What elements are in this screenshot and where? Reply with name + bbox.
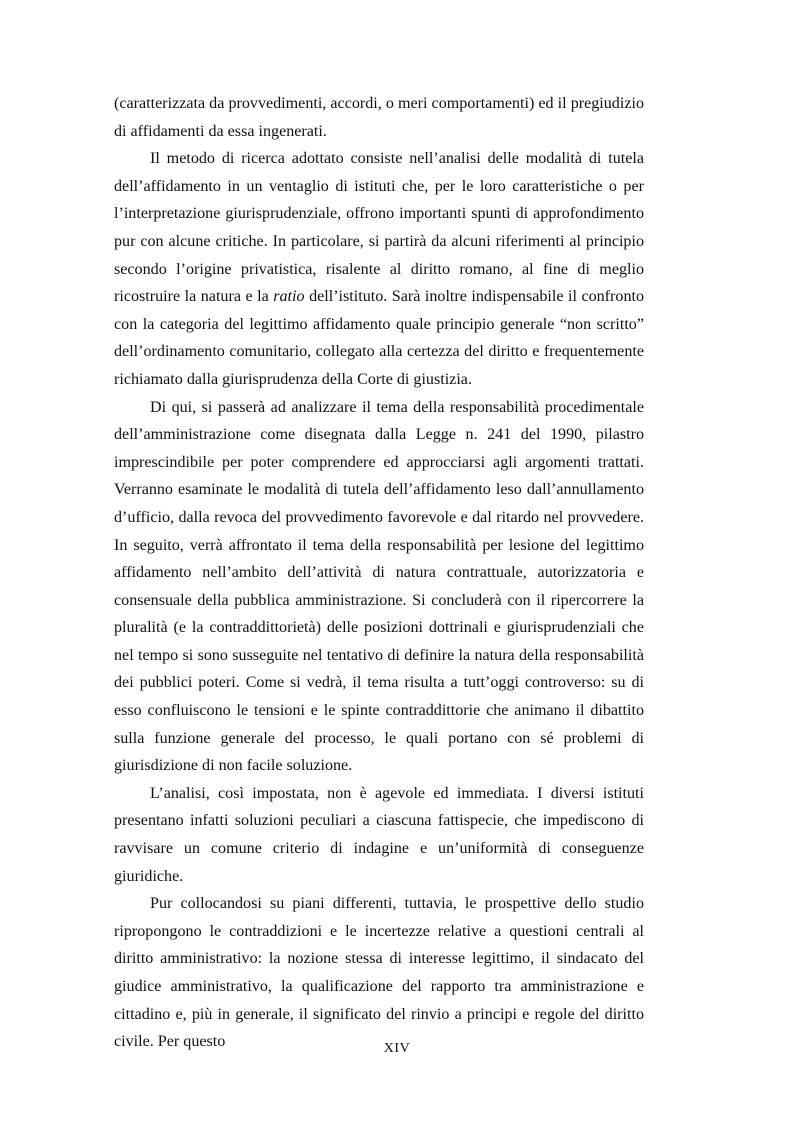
page-number: XIV: [383, 1041, 411, 1056]
paragraph-text: L’analisi, così impostata, non è agevole ed immediata. I diversi istituti presentano infatti soluzioni peculiari a ciascuna fattispecie, che impediscono di ravvisare un comune criterio di indagine e un’uniformità di conseguenze giuridiche.: [114, 784, 644, 885]
paragraph-procedural-responsibility: [114, 394, 644, 780]
paragraph-analysis: [114, 780, 644, 890]
paragraph-continuation: [114, 90, 644, 145]
paragraph-research-method: [114, 145, 644, 393]
paragraph-text: Pur collocandosi su piani differenti, tuttavia, le prospettive dello studio ripropongono le contraddizioni e le incertezze relative a questioni centrali al diritto amministrativo: la nozione stessa di interesse legittimo, il sindacato del giudice amministrativo, la qualificazione del rapporto tra amministrazione e cittadino e, più in generale, il significato del rinvio a principi e regole del diritto civile. Per questo: [114, 895, 644, 1051]
paragraph-text: (caratterizzata da provvedimenti, accordi, o meri comportamenti) ed il pregiudizio di affidamenti da essa ingenerati.: [114, 95, 644, 140]
italic-term-ratio: ratio: [273, 288, 305, 306]
paragraph-text: Di qui, si passerà ad analizzare il tema della responsabilità procedimentale dell’amministrazione come disegnata dalla Legge n. 241 del 1990, pilastro imprescindibile per poter comprendere ed approcciarsi agli argomenti trattati. Verranno esaminate le modalità di tutela dell’affidamento leso dall’annullamento d’ufficio, dalla revoca del provvedimento favorevole e dal ritardo nel provvedere. In seguito, verrà affrontato il tema della responsabilità per lesione del legittimo affidamento nell’ambito dell’attività di natura contrattuale, autorizzatoria e consensuale della pubblica amministrazione. Si concluderà con il ripercorrere la pluralità (e la contraddittorietà) delle posizioni dottrinali e giurisprudenziali che nel tempo si sono susseguite nel tentativo di definire la natura della responsabilità dei pubblici poteri. Come si vedrà, il tema risulta a tutt’oggi controverso: su di esso confluiscono le tensioni e le spinte contraddittorie che animano il dibattito sulla funzione generale del processo, le quali portano con sé problemi di giurisdizione di non facile soluzione.: [114, 398, 644, 775]
paragraph-text: dell’istituto. Sarà inoltre indispensabile il confronto con la categoria del legittimo affidamento quale principio generale “non scritto” dell’ordinamento comunitario, collegato alla certezza del diritto e frequentemente richiamato dalla giurisprudenza della Corte di giustizia.: [114, 288, 645, 388]
paragraph-perspectives: [114, 890, 644, 1056]
page-body: [114, 90, 644, 1056]
paragraph-text: Il metodo di ricerca adottato consiste nell’analisi delle modalità di tutela dell’affidamento in un ventaglio di istituti che, per le loro caratteristiche o per l’interpretazione giurisprudenziale, offrono importanti spunti di approfondimento pur con alcune critiche. In particolare, si partirà da alcuni riferimenti al principio secondo l’origine privatistica, risalente al diritto romano, al fine di meglio ricostruire la natura e la: [114, 150, 644, 306]
